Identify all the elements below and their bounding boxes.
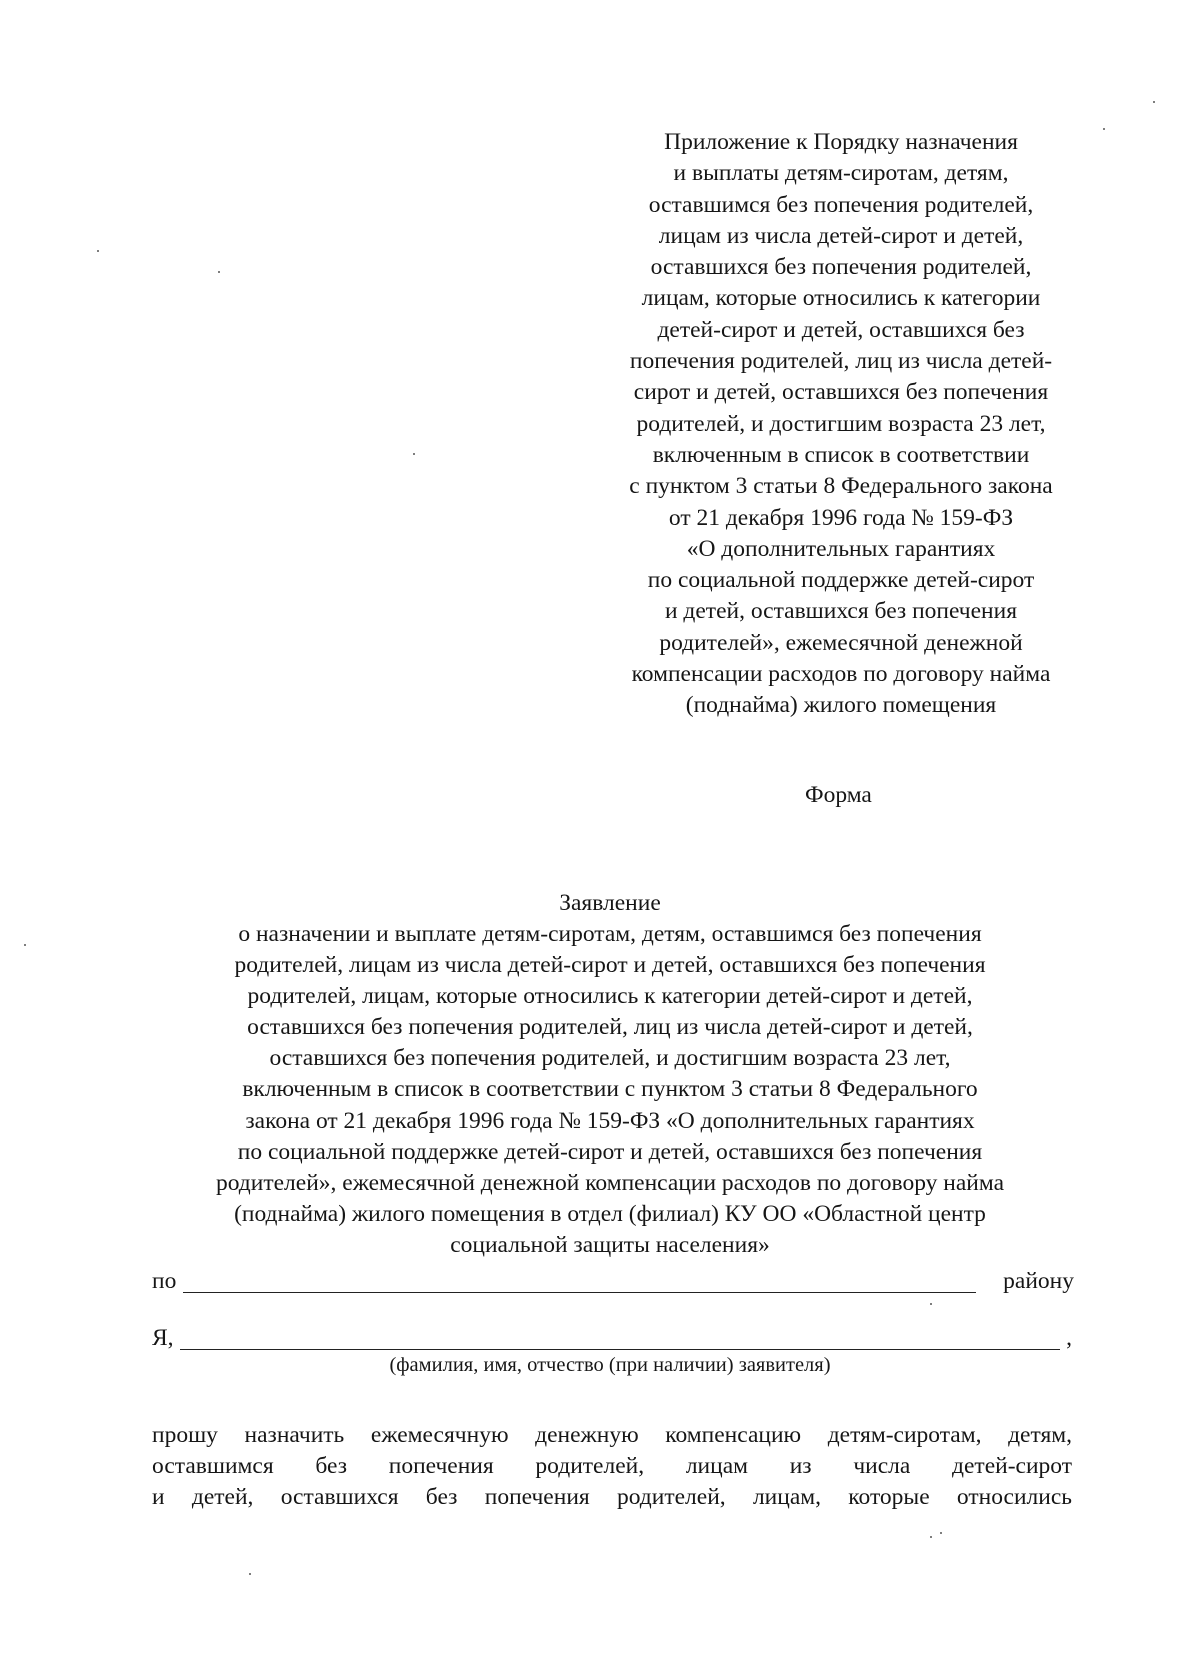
- scan-speck: [249, 1573, 251, 1575]
- statement-line: оставшихся без попечения родителей, и достигшим возраста 23 лет,: [269, 1045, 951, 1072]
- applicant-name-blank-field[interactable]: [180, 1349, 1060, 1350]
- appendix-line: «О дополнительных гарантиях: [686, 535, 996, 562]
- appendix-line: по социальной поддержке детей-сирот: [647, 567, 1035, 594]
- statement-line: включенным в список в соответствии с пунктом 3 статьи 8 Федерального: [242, 1076, 978, 1103]
- request-paragraph: [152, 1420, 1072, 1513]
- scan-speck: [24, 944, 26, 946]
- appendix-line: попечения родителей, лиц из числа детей-: [629, 348, 1053, 375]
- scan-speck: [1103, 128, 1105, 130]
- scan-speck: [1153, 101, 1155, 103]
- statement-line: родителей», ежемесячной денежной компенсации расходов по договору найма: [215, 1169, 1005, 1196]
- appendix-line: включенным в список в соответствии: [652, 441, 1030, 468]
- statement-line: о назначении и выплате детям-сиротам, детям, оставшимся без попечения: [238, 921, 982, 947]
- statement-line: оставшихся без попечения родителей, лиц из числа детей-сирот и детей,: [247, 1014, 973, 1041]
- applicant-field-hint: (фамилия, имя, отчество (при наличии) заявителя): [389, 1354, 831, 1376]
- statement-line: родителей, лицам из числа детей-сирот и детей, оставшихся без попечения: [234, 952, 986, 979]
- statement-line: родителей, лицам, которые относились к категории детей-сирот и детей,: [247, 983, 973, 1010]
- district-blank-field[interactable]: [183, 1292, 976, 1293]
- appendix-line: и детей, оставшихся без попечения: [664, 598, 1018, 625]
- appendix-line: сирот и детей, оставшихся без попечения: [633, 379, 1049, 406]
- district-row: [152, 1266, 1074, 1297]
- appendix-line: родителей», ежемесячной денежной: [659, 629, 1023, 656]
- statement-line: закона от 21 декабря 1996 года № 159-ФЗ «О дополнительных гарантиях: [245, 1107, 975, 1134]
- request-line: оставшимся без попечения родителей, лицам из числа детей-сирот: [152, 1453, 1072, 1479]
- appendix-line: лицам, которые относились к категории: [641, 285, 1041, 312]
- district-prefix: по: [152, 1268, 177, 1294]
- scan-speck: [930, 1536, 932, 1538]
- appendix-line: оставшимся без попечения родителей,: [648, 191, 1034, 218]
- statement-subtitle: [150, 919, 1070, 1261]
- appendix-line: (поднайма) жилого помещения: [685, 692, 997, 719]
- district-suffix: району: [1003, 1268, 1074, 1294]
- appendix-line: от 21 декабря 1996 года № 159-ФЗ: [668, 504, 1014, 531]
- request-line: прошу назначить ежемесячную денежную компенсацию детям-сиротам, детям,: [152, 1422, 1072, 1448]
- appendix-header: [596, 127, 1086, 722]
- appendix-line: детей-сирот и детей, оставшихся без: [657, 316, 1025, 343]
- appendix-line: лицам из числа детей-сирот и детей,: [658, 222, 1024, 249]
- scan-speck: [97, 250, 99, 252]
- statement-title: Заявление: [559, 890, 661, 916]
- appendix-line: и выплаты детям-сиротам, детям,: [673, 160, 1009, 187]
- statement-line: социальной защиты населения»: [450, 1231, 770, 1258]
- appendix-line: оставшихся без попечения родителей,: [650, 254, 1032, 281]
- form-label: Форма: [805, 782, 872, 808]
- scan-speck: [930, 1303, 932, 1305]
- appendix-line: родителей, и достигшим возраста 23 лет,: [636, 410, 1046, 437]
- applicant-prefix: Я,: [152, 1325, 174, 1351]
- request-line: и детей, оставшихся без попечения родителей, лицам, которые относились: [152, 1484, 1072, 1510]
- applicant-suffix-comma: ,: [1066, 1325, 1072, 1351]
- scan-speck: [940, 1532, 942, 1534]
- appendix-line: Приложение к Порядку назначения: [664, 129, 1018, 155]
- scan-speck: [413, 453, 415, 455]
- applicant-row: [152, 1323, 1074, 1354]
- statement-line: по социальной поддержке детей-сирот и детей, оставшихся без попечения: [237, 1138, 983, 1165]
- statement-line: (поднайма) жилого помещения в отдел (филиал) КУ ОО «Областной центр: [234, 1200, 986, 1227]
- appendix-line: с пунктом 3 статьи 8 Федерального закона: [629, 473, 1053, 500]
- appendix-line: компенсации расходов по договору найма: [631, 661, 1051, 688]
- scan-speck: [218, 271, 220, 273]
